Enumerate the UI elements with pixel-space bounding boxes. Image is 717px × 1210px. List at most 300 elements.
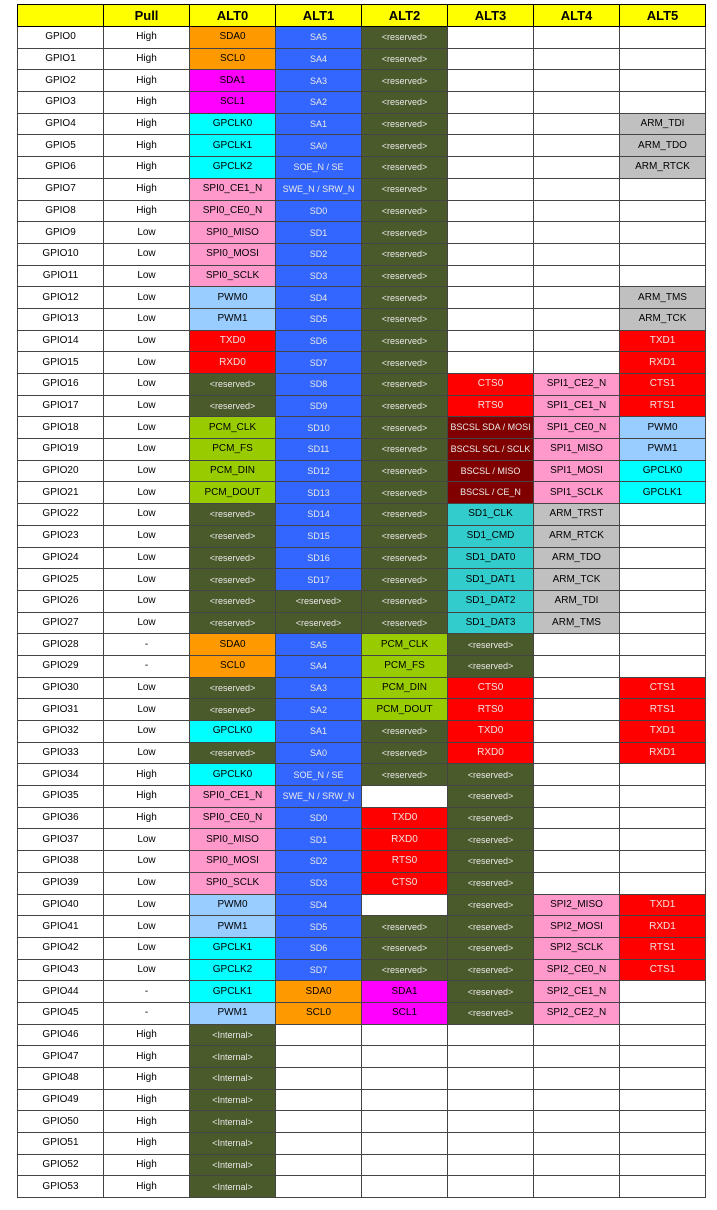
table-row (18, 590, 706, 612)
alt2-cell: <reserved> (362, 959, 448, 981)
gpio-name-cell: GPIO48 (18, 1068, 104, 1090)
table-row (18, 157, 706, 179)
table-row (18, 916, 706, 938)
alt3-cell: RTS0 (448, 395, 534, 417)
alt1-cell: SD0 (276, 807, 362, 829)
pull-cell: Low (104, 330, 190, 352)
pull-cell: High (104, 1133, 190, 1155)
alt1-cell: SD6 (276, 330, 362, 352)
alt1-cell: SA0 (276, 742, 362, 764)
alt2-cell: <reserved> (362, 200, 448, 222)
table-header (18, 5, 706, 27)
alt1-cell: SD13 (276, 482, 362, 504)
alt3-cell (448, 92, 534, 114)
gpio-name-cell: GPIO51 (18, 1133, 104, 1155)
alt2-cell: <reserved> (362, 395, 448, 417)
alt0-cell: <reserved> (190, 699, 276, 721)
alt4-cell (534, 352, 620, 374)
alt3-cell: RTS0 (448, 699, 534, 721)
alt0-cell: GPCLK2 (190, 959, 276, 981)
alt0-cell: <reserved> (190, 569, 276, 591)
alt5-cell (620, 525, 706, 547)
alt0-cell: SDA1 (190, 70, 276, 92)
alt2-cell: PCM_CLK (362, 634, 448, 656)
alt4-cell (534, 92, 620, 114)
alt1-cell: SA5 (276, 27, 362, 49)
alt1-cell: SD3 (276, 265, 362, 287)
alt1-cell: SOE_N / SE (276, 157, 362, 179)
alt0-cell: PCM_DOUT (190, 482, 276, 504)
alt2-cell: TXD0 (362, 807, 448, 829)
alt5-cell: TXD1 (620, 330, 706, 352)
alt0-cell: PWM0 (190, 894, 276, 916)
alt0-cell: <Internal> (190, 1024, 276, 1046)
table-row (18, 243, 706, 265)
alt4-cell (534, 178, 620, 200)
alt1-cell (276, 1024, 362, 1046)
alt2-cell: <reserved> (362, 482, 448, 504)
alt5-cell: RXD1 (620, 352, 706, 374)
alt4-cell (534, 634, 620, 656)
alt5-cell: RTS1 (620, 699, 706, 721)
alt3-cell (448, 157, 534, 179)
gpio-name-cell: GPIO5 (18, 135, 104, 157)
pull-cell: Low (104, 352, 190, 374)
pull-cell: Low (104, 222, 190, 244)
alt5-cell (620, 590, 706, 612)
gpio-name-cell: GPIO19 (18, 439, 104, 461)
alt3-cell (448, 27, 534, 49)
gpio-name-cell: GPIO15 (18, 352, 104, 374)
gpio-name-cell: GPIO41 (18, 916, 104, 938)
alt4-cell (534, 265, 620, 287)
alt5-cell (620, 265, 706, 287)
alt3-cell (448, 330, 534, 352)
alt0-cell: <reserved> (190, 547, 276, 569)
table-row (18, 851, 706, 873)
alt1-cell: SA4 (276, 655, 362, 677)
alt1-cell (276, 1176, 362, 1198)
alt2-cell (362, 1046, 448, 1068)
alt2-cell: <reserved> (362, 612, 448, 634)
gpio-name-cell: GPIO12 (18, 287, 104, 309)
gpio-name-cell: GPIO27 (18, 612, 104, 634)
alt4-cell: SPI2_MISO (534, 894, 620, 916)
pull-cell: High (104, 200, 190, 222)
alt4-cell (534, 1111, 620, 1133)
header-alt1: ALT1 (276, 5, 362, 27)
gpio-name-cell: GPIO53 (18, 1176, 104, 1198)
pull-cell: Low (104, 504, 190, 526)
alt5-cell: RTS1 (620, 937, 706, 959)
gpio-name-cell: GPIO18 (18, 417, 104, 439)
alt2-cell: <reserved> (362, 287, 448, 309)
alt3-cell: <reserved> (448, 1002, 534, 1024)
alt4-cell (534, 113, 620, 135)
alt5-cell (620, 27, 706, 49)
alt1-cell: SA3 (276, 677, 362, 699)
alt4-cell: ARM_TRST (534, 504, 620, 526)
alt4-cell: SPI2_CE0_N (534, 959, 620, 981)
alt2-cell: <reserved> (362, 243, 448, 265)
gpio-name-cell: GPIO33 (18, 742, 104, 764)
alt3-cell (448, 1089, 534, 1111)
header-alt5: ALT5 (620, 5, 706, 27)
alt2-cell: <reserved> (362, 308, 448, 330)
alt0-cell: SDA0 (190, 634, 276, 656)
alt3-cell (448, 200, 534, 222)
alt3-cell: RXD0 (448, 742, 534, 764)
alt1-cell: SA4 (276, 48, 362, 70)
alt0-cell: SDA0 (190, 27, 276, 49)
gpio-name-cell: GPIO3 (18, 92, 104, 114)
alt3-cell: <reserved> (448, 916, 534, 938)
gpio-name-cell: GPIO21 (18, 482, 104, 504)
header-alt3: ALT3 (448, 5, 534, 27)
alt5-cell (620, 1133, 706, 1155)
alt2-cell: <reserved> (362, 569, 448, 591)
alt0-cell: <reserved> (190, 742, 276, 764)
alt1-cell: SD4 (276, 894, 362, 916)
alt0-cell: SPI0_SCLK (190, 265, 276, 287)
alt2-cell: <reserved> (362, 721, 448, 743)
gpio-name-cell: GPIO8 (18, 200, 104, 222)
alt4-cell (534, 677, 620, 699)
alt0-cell: <reserved> (190, 677, 276, 699)
pull-cell: Low (104, 417, 190, 439)
alt0-cell: GPCLK0 (190, 764, 276, 786)
alt4-cell: ARM_TMS (534, 612, 620, 634)
alt1-cell: SD6 (276, 937, 362, 959)
alt1-cell: SD2 (276, 243, 362, 265)
alt0-cell: <Internal> (190, 1154, 276, 1176)
alt1-cell (276, 1046, 362, 1068)
alt1-cell: SCL0 (276, 1002, 362, 1024)
alt5-cell (620, 764, 706, 786)
table-row (18, 395, 706, 417)
gpio-name-cell: GPIO47 (18, 1046, 104, 1068)
alt3-cell (448, 352, 534, 374)
table-row (18, 569, 706, 591)
alt2-cell (362, 1111, 448, 1133)
table-row (18, 721, 706, 743)
alt1-cell: SD7 (276, 959, 362, 981)
alt2-cell: SCL1 (362, 1002, 448, 1024)
alt5-cell (620, 178, 706, 200)
pull-cell: - (104, 1002, 190, 1024)
alt3-cell: <reserved> (448, 959, 534, 981)
alt2-cell: <reserved> (362, 916, 448, 938)
alt4-cell (534, 1176, 620, 1198)
gpio-name-cell: GPIO14 (18, 330, 104, 352)
table-row (18, 807, 706, 829)
alt5-cell (620, 1046, 706, 1068)
alt3-cell (448, 1024, 534, 1046)
alt2-cell: <reserved> (362, 92, 448, 114)
alt2-cell: <reserved> (362, 113, 448, 135)
alt2-cell: <reserved> (362, 742, 448, 764)
pull-cell: High (104, 135, 190, 157)
alt0-cell: <Internal> (190, 1133, 276, 1155)
pull-cell: - (104, 981, 190, 1003)
alt3-cell (448, 287, 534, 309)
alt4-cell (534, 764, 620, 786)
pull-cell: Low (104, 851, 190, 873)
gpio-name-cell: GPIO25 (18, 569, 104, 591)
alt3-cell (448, 135, 534, 157)
alt5-cell (620, 1068, 706, 1090)
pull-cell: Low (104, 742, 190, 764)
pull-cell: Low (104, 872, 190, 894)
alt2-cell (362, 1089, 448, 1111)
alt0-cell: TXD0 (190, 330, 276, 352)
alt0-cell: <Internal> (190, 1111, 276, 1133)
alt4-cell (534, 308, 620, 330)
header-gpio (18, 5, 104, 27)
gpio-name-cell: GPIO35 (18, 786, 104, 808)
table-row (18, 742, 706, 764)
alt4-cell (534, 872, 620, 894)
alt0-cell: <reserved> (190, 374, 276, 396)
alt4-cell: SPI1_CE2_N (534, 374, 620, 396)
alt3-cell: SD1_DAT2 (448, 590, 534, 612)
header-row (18, 5, 706, 27)
gpio-name-cell: GPIO11 (18, 265, 104, 287)
alt2-cell: <reserved> (362, 330, 448, 352)
pull-cell: High (104, 27, 190, 49)
gpio-name-cell: GPIO4 (18, 113, 104, 135)
table-row (18, 113, 706, 135)
alt0-cell: PWM0 (190, 287, 276, 309)
gpio-name-cell: GPIO39 (18, 872, 104, 894)
table-row (18, 1111, 706, 1133)
alt2-cell: <reserved> (362, 504, 448, 526)
gpio-name-cell: GPIO23 (18, 525, 104, 547)
alt1-cell: SD2 (276, 851, 362, 873)
alt5-cell: ARM_RTCK (620, 157, 706, 179)
table-row (18, 417, 706, 439)
alt3-cell: <reserved> (448, 655, 534, 677)
gpio-name-cell: GPIO36 (18, 807, 104, 829)
alt1-cell: SD5 (276, 916, 362, 938)
table-row (18, 829, 706, 851)
alt4-cell (534, 1133, 620, 1155)
alt0-cell: <Internal> (190, 1068, 276, 1090)
alt3-cell (448, 48, 534, 70)
table-row (18, 872, 706, 894)
alt1-cell (276, 1111, 362, 1133)
alt1-cell: SD9 (276, 395, 362, 417)
table-row (18, 1024, 706, 1046)
alt1-cell: SD1 (276, 829, 362, 851)
alt4-cell (534, 699, 620, 721)
header-pull: Pull (104, 5, 190, 27)
table-row (18, 1068, 706, 1090)
alt1-cell: SOE_N / SE (276, 764, 362, 786)
alt4-cell: SPI2_MOSI (534, 916, 620, 938)
pull-cell: High (104, 1046, 190, 1068)
alt0-cell: SPI0_MISO (190, 222, 276, 244)
alt3-cell: <reserved> (448, 807, 534, 829)
alt5-cell (620, 1024, 706, 1046)
table-row (18, 135, 706, 157)
alt0-cell: GPCLK1 (190, 937, 276, 959)
alt4-cell (534, 829, 620, 851)
alt2-cell: RXD0 (362, 829, 448, 851)
alt5-cell (620, 243, 706, 265)
alt0-cell: <reserved> (190, 612, 276, 634)
alt4-cell: ARM_TDO (534, 547, 620, 569)
alt4-cell (534, 135, 620, 157)
alt3-cell: SD1_DAT1 (448, 569, 534, 591)
alt0-cell: GPCLK1 (190, 981, 276, 1003)
table-row (18, 308, 706, 330)
alt2-cell: <reserved> (362, 222, 448, 244)
pull-cell: Low (104, 959, 190, 981)
alt1-cell: SA5 (276, 634, 362, 656)
alt2-cell: <reserved> (362, 439, 448, 461)
alt3-cell (448, 265, 534, 287)
alt4-cell (534, 157, 620, 179)
alt0-cell: <Internal> (190, 1089, 276, 1111)
alt4-cell (534, 243, 620, 265)
alt2-cell: <reserved> (362, 460, 448, 482)
table-row (18, 655, 706, 677)
alt1-cell: SD8 (276, 374, 362, 396)
alt2-cell (362, 1133, 448, 1155)
pull-cell: Low (104, 590, 190, 612)
alt5-cell (620, 48, 706, 70)
alt4-cell: SPI1_MISO (534, 439, 620, 461)
alt4-cell (534, 786, 620, 808)
alt2-cell: CTS0 (362, 872, 448, 894)
table-row (18, 634, 706, 656)
pull-cell: High (104, 1176, 190, 1198)
alt3-cell (448, 1046, 534, 1068)
alt5-cell (620, 70, 706, 92)
alt3-cell: CTS0 (448, 677, 534, 699)
alt0-cell: <reserved> (190, 590, 276, 612)
alt1-cell: SD15 (276, 525, 362, 547)
alt3-cell: <reserved> (448, 786, 534, 808)
alt5-cell (620, 634, 706, 656)
alt2-cell: <reserved> (362, 157, 448, 179)
alt0-cell: PCM_DIN (190, 460, 276, 482)
alt2-cell (362, 786, 448, 808)
table-row (18, 222, 706, 244)
alt4-cell: SPI1_MOSI (534, 460, 620, 482)
gpio-name-cell: GPIO16 (18, 374, 104, 396)
table-body (18, 27, 706, 1198)
gpio-name-cell: GPIO24 (18, 547, 104, 569)
alt0-cell: SPI0_CE0_N (190, 200, 276, 222)
alt5-cell (620, 786, 706, 808)
alt5-cell (620, 547, 706, 569)
alt5-cell: ARM_TDO (620, 135, 706, 157)
alt4-cell (534, 807, 620, 829)
alt2-cell: PCM_FS (362, 655, 448, 677)
alt0-cell: SPI0_MOSI (190, 243, 276, 265)
pull-cell: High (104, 178, 190, 200)
pull-cell: Low (104, 287, 190, 309)
alt1-cell: SA2 (276, 699, 362, 721)
alt3-cell: <reserved> (448, 851, 534, 873)
alt1-cell (276, 1089, 362, 1111)
pull-cell: High (104, 48, 190, 70)
alt3-cell (448, 113, 534, 135)
alt4-cell: SPI2_CE1_N (534, 981, 620, 1003)
pull-cell: Low (104, 721, 190, 743)
alt5-cell: CTS1 (620, 959, 706, 981)
table-row (18, 612, 706, 634)
alt2-cell: <reserved> (362, 374, 448, 396)
alt5-cell: PWM1 (620, 439, 706, 461)
pull-cell: Low (104, 916, 190, 938)
gpio-name-cell: GPIO29 (18, 655, 104, 677)
gpio-name-cell: GPIO6 (18, 157, 104, 179)
table-row (18, 1089, 706, 1111)
pull-cell: High (104, 764, 190, 786)
alt4-cell (534, 1089, 620, 1111)
alt4-cell (534, 48, 620, 70)
alt4-cell (534, 655, 620, 677)
alt4-cell (534, 1046, 620, 1068)
pull-cell: High (104, 1024, 190, 1046)
table-row (18, 786, 706, 808)
alt2-cell: <reserved> (362, 135, 448, 157)
alt5-cell (620, 1002, 706, 1024)
alt2-cell: <reserved> (362, 525, 448, 547)
alt4-cell: ARM_TCK (534, 569, 620, 591)
table-row (18, 200, 706, 222)
alt3-cell (448, 1068, 534, 1090)
alt5-cell (620, 829, 706, 851)
alt3-cell: BSCSL SCL / SCLK (448, 439, 534, 461)
alt0-cell: RXD0 (190, 352, 276, 374)
table-row (18, 1154, 706, 1176)
alt0-cell: <reserved> (190, 395, 276, 417)
table-row (18, 547, 706, 569)
gpio-name-cell: GPIO7 (18, 178, 104, 200)
table-row (18, 894, 706, 916)
alt3-cell: <reserved> (448, 981, 534, 1003)
pull-cell: Low (104, 439, 190, 461)
header-alt0: ALT0 (190, 5, 276, 27)
alt4-cell (534, 27, 620, 49)
alt2-cell (362, 894, 448, 916)
table-row (18, 27, 706, 49)
alt2-cell: PCM_DIN (362, 677, 448, 699)
alt2-cell: <reserved> (362, 764, 448, 786)
pull-cell: Low (104, 677, 190, 699)
pull-cell: High (104, 113, 190, 135)
alt2-cell: <reserved> (362, 937, 448, 959)
alt2-cell (362, 1176, 448, 1198)
table-row (18, 981, 706, 1003)
alt4-cell (534, 330, 620, 352)
gpio-name-cell: GPIO43 (18, 959, 104, 981)
pull-cell: High (104, 1068, 190, 1090)
alt2-cell: PCM_DOUT (362, 699, 448, 721)
pull-cell: Low (104, 482, 190, 504)
alt0-cell: GPCLK2 (190, 157, 276, 179)
alt5-cell (620, 222, 706, 244)
alt3-cell (448, 1176, 534, 1198)
alt1-cell: SD1 (276, 222, 362, 244)
alt3-cell: CTS0 (448, 374, 534, 396)
alt3-cell: SD1_CMD (448, 525, 534, 547)
alt4-cell (534, 1024, 620, 1046)
